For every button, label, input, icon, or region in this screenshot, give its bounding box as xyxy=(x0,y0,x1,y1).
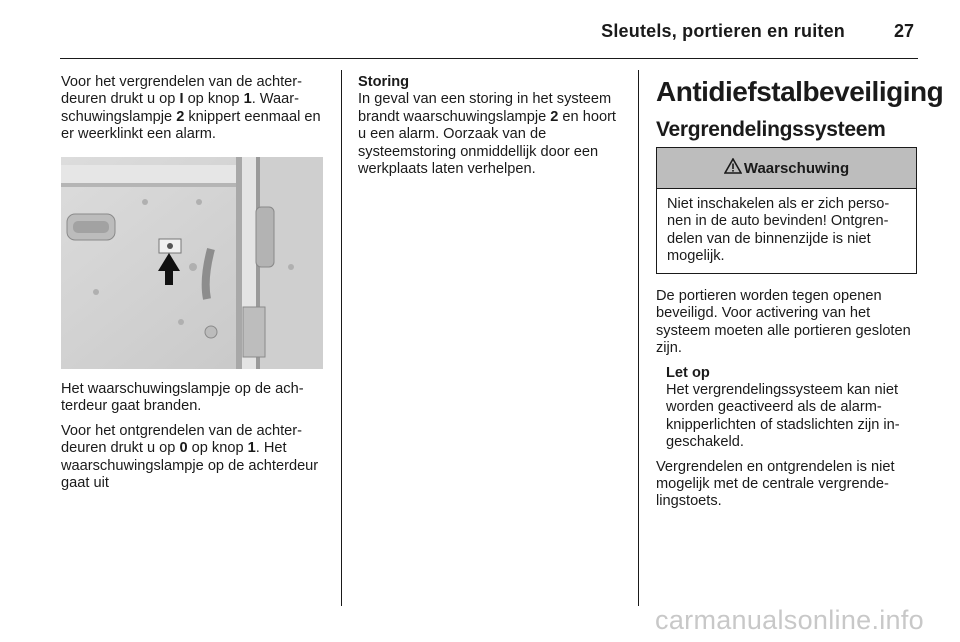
storing-heading: Storing xyxy=(358,74,410,90)
column-divider-1 xyxy=(341,70,342,606)
warning-body: Niet inschakelen als er zich personen in de auto bevinden! Ontgrendelen van de binnenzijde is niet mogelijk. xyxy=(667,196,890,265)
column-1 xyxy=(61,74,327,151)
paragraph-protection: De portieren worden tegen openen beveiligd. Voor activering van het systeem moeten alle portieren gesloten zijn. xyxy=(656,288,911,357)
warning-triangle-icon xyxy=(724,158,742,178)
warning-title: Waarschuwing xyxy=(743,159,850,177)
column-1-lower xyxy=(61,381,327,499)
warning-box xyxy=(656,147,917,274)
page-number: 27 xyxy=(894,21,915,41)
door-lock-photo xyxy=(61,157,323,369)
watermark: carmanualsonline.info xyxy=(655,605,924,635)
paragraph-storing: In geval van een storing in het systeem brandt waarschuwingslampje 2 en hoort u een alarm. Oorzaak van de systeemstoring onmiddellijk door een werkplaats laten verhelpen. xyxy=(358,91,616,178)
column-3-lower xyxy=(656,288,920,518)
column-divider-2 xyxy=(638,70,639,606)
header-title: Sleutels, portieren en ruiten xyxy=(601,21,845,41)
note-text: Het vergrendelingssysteem kan niet worden geactiveerd als de alarmknipperlichten of stadslichten zijn ingeschakeld. xyxy=(666,382,900,451)
paragraph-central-lock: Vergrendelen en ontgrendelen is niet mogelijk met de centrale vergrendelingstoets. xyxy=(656,458,895,510)
warning-header xyxy=(657,148,916,189)
main-heading: Antidiefstalbeveiliging xyxy=(656,76,944,107)
sub-heading: Vergrendelingssysteem xyxy=(656,118,886,141)
note-block xyxy=(656,365,920,452)
paragraph-unlock: Voor het ontgrendelen van de achterdeuren drukt u op 0 op knop 1. Het waarschuwingslampje op de achterdeur gaat uit xyxy=(61,422,319,492)
paragraph-lamp-on: Het waarschuwingslampje op de achterdeur gaat branden. xyxy=(61,381,304,415)
header-rule xyxy=(60,58,918,59)
note-label: Let op xyxy=(666,364,710,381)
column-2 xyxy=(358,74,624,185)
paragraph-lock: Voor het vergrendelen van de achterdeuren drukt u op I op knop 1. Waarschuwingslampje 2 knippert eenmaal en er weerklinkt een alarm. xyxy=(61,74,321,143)
